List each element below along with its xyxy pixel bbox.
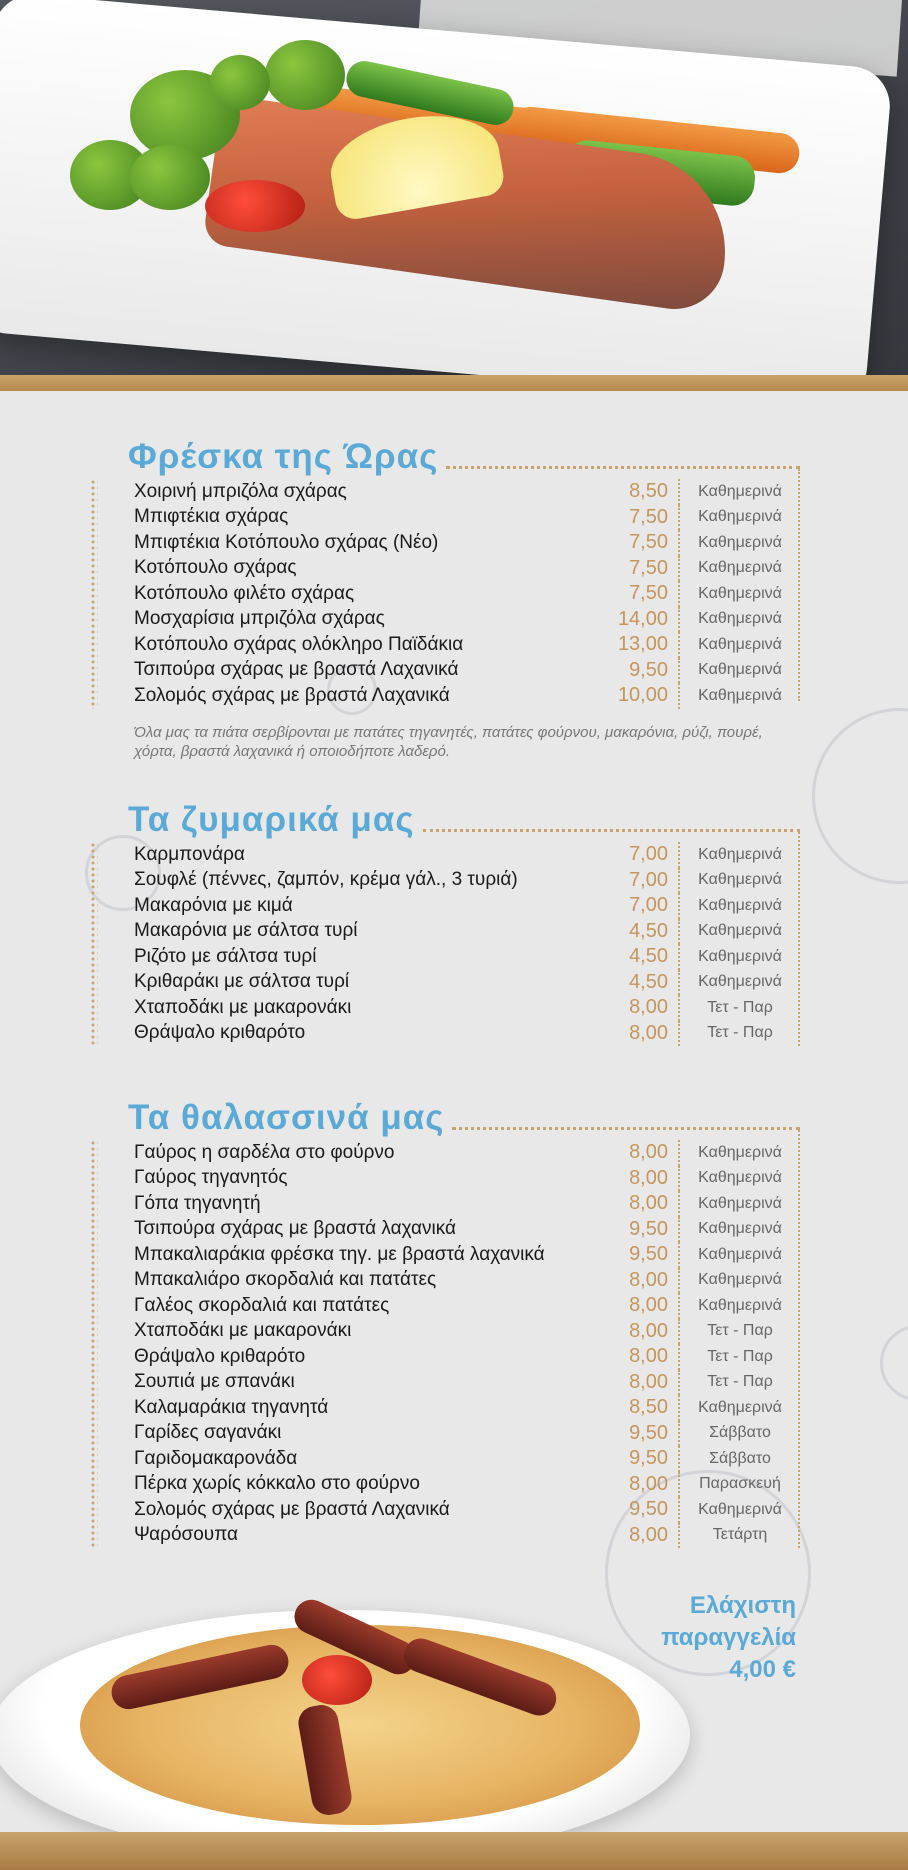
item-days: Καθημερινά [698,508,782,526]
broccoli-image [265,40,345,110]
item-days: Καθημερινά [698,973,782,991]
item-price: 7,50 [584,505,680,531]
item-name: Θράψαλο κριθαρότο [134,1345,306,1367]
item-price: 7,50 [584,581,680,607]
menu-item [90,1523,800,1549]
item-name: Μπακαλιάρο σκορδαλιά και πατάτες [134,1269,437,1291]
item-days: Παρασκευή [699,1475,781,1493]
item-name: Ριζότο με σάλτσα τυρί [134,945,317,967]
gold-divider-top [0,375,908,391]
minimum-order-amount: 4,00 € [729,1656,796,1683]
item-days: Τετ - Παρ [707,1347,773,1365]
menu-item [90,1021,800,1047]
menu-item [90,1344,800,1370]
item-price: 8,00 [584,1191,680,1217]
minimum-order [661,1590,796,1686]
section-title [128,1098,800,1138]
item-price: 7,00 [584,868,680,894]
item-price: 8,50 [584,1395,680,1421]
item-name: Μακαρόνια με κιμά [134,894,293,916]
item-price: 8,00 [584,1472,680,1498]
item-price: 13,00 [584,632,680,658]
item-name: Καρμπονάρα [134,843,245,865]
section-title-text: Τα θαλασσινά μας [128,1098,445,1137]
item-days: Καθημερινά [698,610,782,628]
menu-item [90,1497,800,1523]
menu-item [90,1191,800,1217]
item-name: Χταποδάκι με μακαρονάκι [134,996,352,1018]
item-price: 8,00 [584,1268,680,1294]
menu-item [90,893,800,919]
item-days: Σάββατο [709,1424,771,1442]
menu-item [90,1268,800,1294]
item-name: Σολομός σχάρας με βραστά Λαχανικά [134,684,450,706]
menu-item [90,1370,800,1396]
item-name: Τσιπούρα σχάρας με βραστά λαχανικά [134,1218,456,1240]
item-days: Σάββατο [709,1449,771,1467]
menu-item [90,683,800,709]
item-days: Καθημερινά [698,1500,782,1518]
item-days: Καθημερινά [698,1194,782,1212]
item-name: Μακαρόνια με σάλτσα τυρί [134,920,358,942]
broccoli-image [210,55,270,110]
item-price: 8,00 [584,995,680,1021]
item-name: Γαύρος τηγανητός [134,1167,288,1189]
menu-item [90,530,800,556]
item-days: Καθημερινά [698,635,782,653]
item-price: 9,50 [584,1421,680,1447]
item-price: 14,00 [584,607,680,633]
item-price: 9,50 [584,1497,680,1523]
menu-item [90,658,800,684]
item-price: 10,00 [584,683,680,709]
item-price: 9,50 [584,1446,680,1472]
item-days: Τετάρτη [712,1526,768,1544]
item-name: Χοιρινή μπριζόλα σχάρας [134,480,347,502]
menu-section-pasta [90,800,800,1046]
item-days: Καθημερινά [698,1398,782,1416]
item-days: Τετ - Παρ [707,1024,773,1042]
menu-item [90,995,800,1021]
menu-item [90,479,800,505]
item-price: 8,00 [584,1293,680,1319]
menu-item [90,607,800,633]
menu-item [90,1446,800,1472]
gold-divider-bottom [0,1832,908,1870]
menu-item [90,1319,800,1345]
item-name: Κριθαράκι με σάλτσα τυρί [134,971,350,993]
section-title [128,437,800,477]
side-dish-note: Όλα μας τα πιάτα σερβίρονται με πατάτες τηγανητές, πατάτες φούρνου, μακαρόνια, ρύζι, πουρέ, χόρτα, βραστά λαχανικά ή οποιοδήποτε λαδερό. [134,723,763,760]
item-name: Γαύρος η σαρδέλα στο φούρνο [134,1141,395,1163]
menu-item [90,1472,800,1498]
menu-item [90,919,800,945]
item-days: Καθημερινά [698,922,782,940]
menu-item [90,944,800,970]
item-days: Καθημερινά [698,533,782,551]
item-name: Μπιφτέκια Κοτόπουλο σχάρας (Νέο) [134,531,439,553]
item-name: Θράψαλο κριθαρότο [134,1022,306,1044]
menu-item [90,1293,800,1319]
item-price: 7,50 [584,556,680,582]
item-price: 4,50 [584,944,680,970]
minimum-order-label: παραγγελία [661,1624,796,1651]
item-name: Μπακαλιαράκια φρέσκα τηγ. με βραστά λαχανικά [134,1243,545,1265]
item-days: Τετ - Παρ [707,998,773,1016]
menu-item [90,1217,800,1243]
menu-item [90,842,800,868]
item-days: Καθημερινά [698,947,782,965]
section-title [128,800,800,840]
menu-item [90,970,800,996]
item-price: 8,00 [584,1344,680,1370]
item-price: 8,00 [584,1523,680,1549]
section-title-text: Τα ζυμαρικά μας [128,800,415,839]
item-days: Καθημερινά [698,871,782,889]
watermark-plate-icon [812,708,908,884]
menu-item [90,1395,800,1421]
item-price: 8,00 [584,1140,680,1166]
item-price: 9,50 [584,658,680,684]
menu-section-fresh [90,437,800,761]
item-price: 4,50 [584,970,680,996]
item-days: Καθημερινά [698,1296,782,1314]
item-name: Καλαμαράκια τηγανητά [134,1396,329,1418]
section-title-text: Φρέσκα της Ώρας [128,437,439,476]
item-days: Καθημερινά [698,686,782,704]
broccoli-image [130,145,210,210]
item-name: Σουπιά με σπανάκι [134,1371,295,1393]
item-price: 9,50 [584,1217,680,1243]
item-name: Γαλέος σκορδαλιά και πατάτες [134,1294,390,1316]
menu-item [90,1242,800,1268]
menu-item [90,1140,800,1166]
item-name: Μπιφτέκια σχάρας [134,506,289,528]
item-days: Καθημερινά [698,584,782,602]
item-days: Καθημερινά [698,482,782,500]
item-name: Γαρίδες σαγανάκι [134,1422,282,1444]
item-price: 8,50 [584,479,680,505]
hero-food-photo [0,0,908,375]
menu-item [90,505,800,531]
item-days: Τετ - Παρ [707,1373,773,1391]
item-price: 7,00 [584,842,680,868]
menu-item [90,556,800,582]
menu-item [90,1421,800,1447]
item-days: Καθημερινά [698,661,782,679]
watermark-plate-icon [880,1325,908,1401]
menu-list [90,1140,800,1548]
item-name: Ψαρόσουπα [134,1524,239,1546]
menu-item [90,868,800,894]
item-name: Χταποδάκι με μακαρονάκι [134,1320,352,1342]
item-name: Κοτόπουλο σχάρας [134,557,297,579]
item-days: Καθημερινά [698,559,782,577]
item-days: Καθημερινά [698,1143,782,1161]
item-days: Καθημερινά [698,1245,782,1263]
item-price: 7,50 [584,530,680,556]
item-name: Πέρκα χωρίς κόκκαλο στο φούρνο [134,1473,420,1495]
menu-list [90,479,800,709]
tomato-image [205,180,305,232]
item-price: 7,00 [584,893,680,919]
item-name: Γόπα τηγανητή [134,1192,261,1214]
menu-item [90,632,800,658]
item-name: Μοσχαρίσια μπριζόλα σχάρας [134,608,385,630]
item-price: 8,00 [584,1021,680,1047]
item-name: Γαριδομακαρονάδα [134,1447,298,1469]
item-days: Καθημερινά [698,1271,782,1289]
menu-item [90,581,800,607]
menu-list [90,842,800,1046]
item-price: 9,50 [584,1242,680,1268]
item-days: Καθημερινά [698,1220,782,1238]
item-price: 8,00 [584,1319,680,1345]
item-name: Σολομός σχάρας με βραστά Λαχανικά [134,1498,450,1520]
menu-item [90,1166,800,1192]
item-price: 8,00 [584,1370,680,1396]
item-days: Καθημερινά [698,1169,782,1187]
item-name: Κοτόπουλο σχάρας ολόκληρο Παϊδάκια [134,633,464,655]
menu-section-seafood [90,1098,800,1548]
item-price: 4,50 [584,919,680,945]
item-name: Κοτόπουλο φιλέτο σχάρας [134,582,355,604]
minimum-order-label: Ελάχιστη [689,1592,796,1619]
item-days: Τετ - Παρ [707,1322,773,1340]
item-name: Σουφλέ (πέννες, ζαμπόν, κρέμα γάλ., 3 τυριά) [134,869,518,891]
item-price: 8,00 [584,1166,680,1192]
item-name: Τσιπούρα σχάρας με βραστά Λαχανικά [134,659,459,681]
item-days: Καθημερινά [698,896,782,914]
tomato-image [302,1655,372,1705]
item-days: Καθημερινά [698,845,782,863]
